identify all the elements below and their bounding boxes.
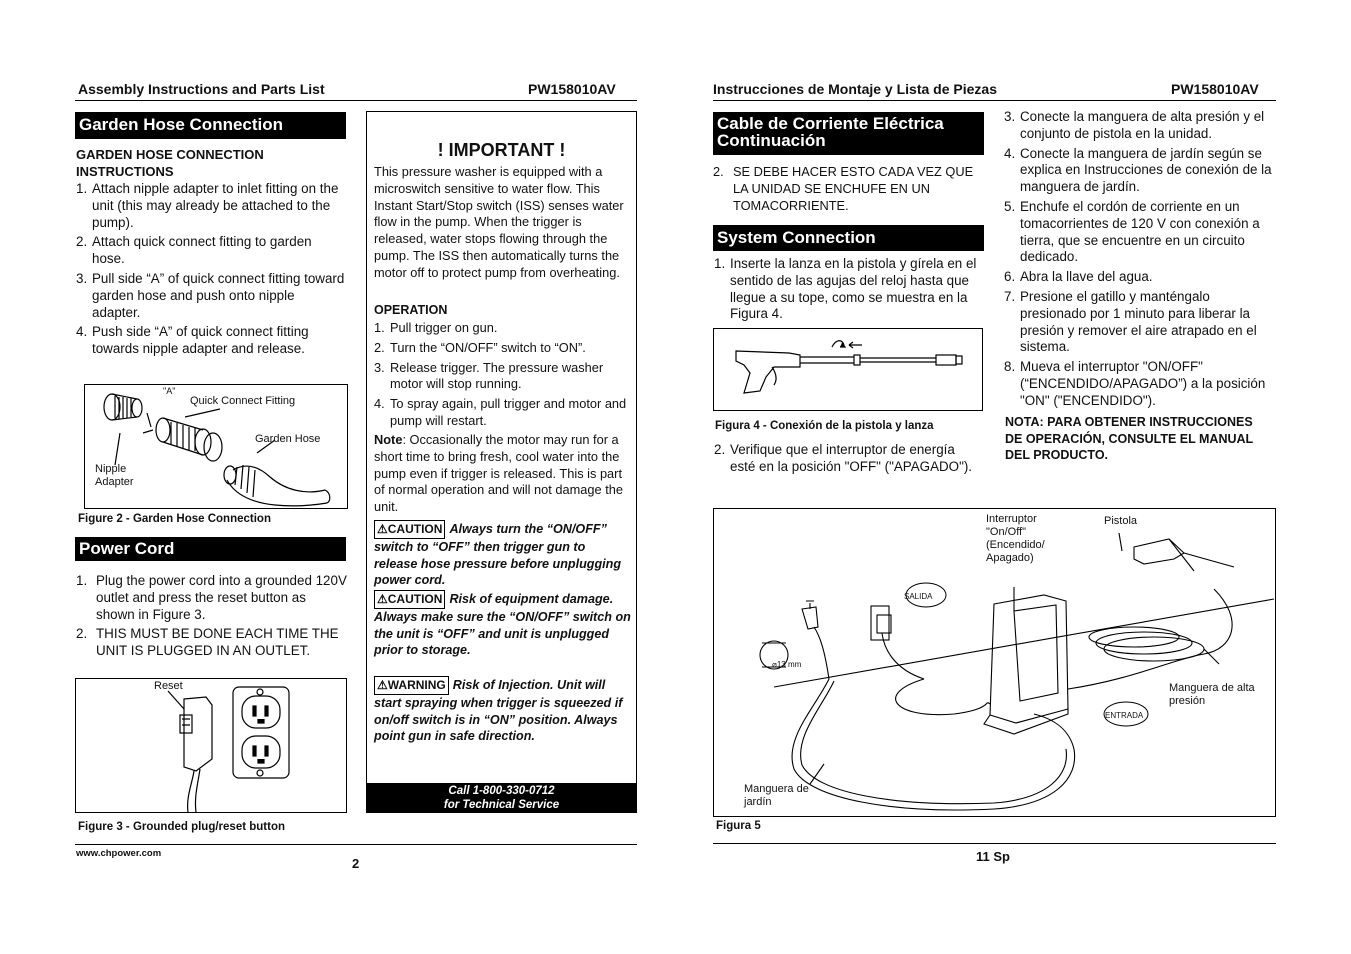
left-header-rule (75, 100, 637, 101)
power-cord-step (76, 573, 348, 623)
figure-4-caption: Figura 4 - Conexión de la pistola y lanza (715, 420, 934, 432)
important-title: ! IMPORTANT ! (437, 140, 566, 160)
step-text: Attach nipple adapter to inlet fitting on the unit (this may already be attached to the pump). (92, 181, 339, 230)
step-text: Verifique que el interruptor de energía esté en la posición "OFF" ("APAGADO"). (730, 442, 973, 474)
warning-badge: ⚠WARNING (374, 676, 449, 695)
tech-service-banner (367, 783, 636, 813)
step-text: Plug the power cord into a grounded 120V outlet and press the reset button as shown in Figure 3. (96, 573, 347, 622)
operation-title: OPERATION (374, 303, 448, 317)
step-number: 1. (374, 320, 385, 335)
garden-hose-steps (76, 181, 346, 361)
label-pistola: Pistola (1104, 515, 1138, 527)
step-number: 1. (76, 573, 88, 588)
garden-hose-subtitle: GARDEN HOSE CONNECTION INSTRUCTIONS (76, 147, 264, 179)
power-cord-bar: Power Cord (75, 537, 346, 561)
step-text: THIS MUST BE DONE EACH TIME THE UNIT IS PLUGGED IN AN OUTLET. (96, 626, 339, 659)
gun-lance-illustration (714, 329, 982, 410)
step-number: 1. (714, 256, 726, 271)
step-number: 2. (374, 339, 385, 355)
caution-badge-1: ⚠CAUTION (374, 520, 445, 539)
step-text: Enchufe el cordón de corriente en un tomacorrientes de 120 V con conexión a tierra, que se encuentre en un circuito dedicado. (1020, 198, 1260, 265)
step-number: 2. (713, 164, 724, 179)
step-text: Mueva el interruptor "ON/OFF" (“ENCENDIDO/APAGADO”) a la posición "ON" ("ENCENDIDO"). (1020, 359, 1266, 408)
system-steps (714, 256, 982, 326)
right-header-title: Instrucciones de Montaje y Lista de Piezas (713, 81, 997, 97)
right-step (1004, 289, 1278, 356)
important-box (366, 111, 637, 813)
figure-5-caption: Figura 5 (716, 820, 761, 832)
right-column-steps (1004, 109, 1278, 413)
step-number: 2. (76, 626, 88, 642)
caution-1: ⚠CAUTION Always turn the “ON/OFF” switch to “OFF” then trigger gun to release hose pressure before unplugging power cord. (374, 522, 622, 588)
step-number: 2. (76, 234, 88, 250)
operation-step (374, 320, 632, 337)
step-text: Inserte la lanza en la pistola y gírela en el sentido de las agujas del reloj hasta que llegue a su tope, como se muestra en la Figura 4. (730, 256, 977, 322)
figure-3-box (75, 678, 347, 813)
right-footer-rule (713, 843, 1276, 844)
figure-5-box (713, 508, 1276, 817)
system-steps-2 (714, 442, 976, 479)
step-text: Abra la llave del agua. (1020, 269, 1153, 285)
figure-3-caption: Figure 3 - Grounded plug/reset button (78, 821, 285, 833)
label-interruptor: Interruptor "On/Off" (Encendido/ Apagado) (986, 513, 1045, 564)
label-quick-connect: Quick Connect Fitting (190, 395, 296, 407)
step-number: 6. (1004, 269, 1016, 285)
left-header-title: Assembly Instructions and Parts List (78, 81, 325, 97)
step-number: 3. (76, 270, 88, 286)
label-manguera-alta: Manguera de alta presión (1169, 682, 1255, 707)
step-number: 4. (374, 396, 385, 412)
caution-badge-2: ⚠CAUTION (374, 590, 445, 609)
step-text: Conecte la manguera de alta presión y el conjunto de pistola en la unidad. (1020, 109, 1265, 141)
garden-hose-step (76, 271, 346, 321)
system-step (714, 256, 982, 323)
cable-step (713, 164, 981, 214)
power-cord-steps (76, 573, 348, 663)
step-text: Release trigger. The pressure washer motor will stop running. (390, 359, 604, 392)
operation-steps (374, 320, 632, 433)
step-number: 7. (1004, 288, 1016, 304)
label-side-a: "A" (163, 386, 176, 396)
step-text: Turn the “ON/OFF” switch to “ON”. (390, 339, 586, 355)
right-page-number: 11 Sp (976, 849, 1010, 864)
operation-step (374, 360, 632, 394)
right-header-model: PW158010AV (1171, 81, 1259, 97)
step-text: Pull trigger on gun. (390, 320, 498, 335)
outlet-plug-illustration (76, 679, 346, 812)
step-text: Attach quick connect fitting to garden hose. (92, 234, 312, 267)
system-step (714, 442, 976, 476)
step-text: SE DEBE HACER ESTO CADA VEZ QUE LA UNIDAD SE ENCHUFE EN UN TOMACORRIENTE. (733, 164, 974, 213)
right-step (1004, 269, 1278, 286)
label-reset: Reset (154, 680, 183, 692)
power-cord-step (76, 626, 348, 660)
caution-2: ⚠CAUTION Risk of equipment damage. Always make sure the “ON/OFF” switch on the unit is “OFF” and unit is unplugged prior to storage. (374, 592, 631, 658)
label-entrada: ENTRADA (1105, 711, 1144, 720)
label-salida: SALIDA (904, 592, 933, 601)
right-step (1004, 359, 1278, 409)
garden-hose-step (76, 324, 346, 358)
figure-4-box (713, 328, 983, 411)
figure-2-box (84, 384, 348, 509)
operation-step (374, 396, 632, 430)
label-nipple-adapter: Nipple Adapter (95, 463, 134, 488)
call-service: for Technical Service (443, 799, 560, 811)
step-number: 4. (76, 324, 88, 340)
note-text: : Occasionally the motor may run for a short time to bring fresh, cool water into the pump even if trigger is released. This is part of normal operation and will not damage the unit. (374, 432, 623, 515)
right-header-rule (713, 100, 1276, 101)
call-phone: Call 1-800-330-0712 (448, 785, 555, 797)
label-garden-hose: Garden Hose (255, 433, 321, 445)
step-number: 8. (1004, 359, 1016, 375)
left-footer-rule (75, 844, 637, 845)
cable-steps (713, 164, 981, 217)
right-step (1004, 109, 1278, 143)
step-number: 4. (1004, 145, 1016, 161)
footer-url: www.chpower.com (76, 848, 162, 859)
step-number: 2. (714, 442, 726, 457)
step-text: Push side “A” of quick connect fitting towards nipple adapter and release. (92, 324, 309, 357)
important-body: This pressure washer is equipped with a microswitch sensitive to water flow. This Instant Start/Stop switch (ISS) senses water flow in the pump. When the trigger is released, water stops flowing through the pump. The ISS then automatically turns the motor off to protect pump from overheating. (374, 164, 624, 280)
garden-hose-step (76, 181, 346, 231)
cable-bar: Cable de Corriente Eléctrica Continuación (713, 112, 984, 155)
system-connection-bar: System Connection (713, 225, 984, 251)
label-diameter: ⌀13 mm (772, 660, 802, 669)
important-note (374, 432, 632, 516)
garden-hose-step (76, 234, 346, 268)
warning-injection: ⚠WARNING Risk of Injection. Unit will start spraying when trigger is squeezed if on/off switch is in “ON” position. Always point gun in safe direction. (374, 678, 623, 744)
step-text: Pull side “A” of quick connect fitting toward garden hose and push onto nipple adapter. (92, 270, 345, 320)
figure-2-caption: Figure 2 - Garden Hose Connection (78, 513, 271, 525)
note-label: Note (374, 432, 403, 447)
step-text: Conecte la manguera de jardín según se explica en Instrucciones de conexión de la manguera de jardín. (1020, 145, 1272, 195)
nota-text: NOTA: PARA OBTENER INSTRUCCIONES DE OPERACIÓN, CONSULTE EL MANUAL DEL PRODUCTO. (1005, 415, 1253, 462)
step-number: 3. (374, 359, 385, 375)
operation-step (374, 340, 632, 357)
label-manguera-jardin: Manguera de jardín (744, 783, 809, 808)
step-number: 5. (1004, 198, 1016, 214)
right-step (1004, 146, 1278, 196)
step-number: 3. (1004, 109, 1016, 124)
step-number: 1. (76, 181, 88, 196)
right-step (1004, 199, 1278, 266)
garden-hose-bar: Garden Hose Connection (75, 112, 346, 139)
left-header-model: PW158010AV (528, 81, 616, 97)
step-text: Presione el gatillo y manténgalo presionado por 1 minuto para liberar la presión y remover el aire atrapado en el sistema. (1020, 288, 1257, 355)
left-page-number: 2 (352, 856, 360, 871)
step-text: To spray again, pull trigger and motor and pump will restart. (390, 396, 627, 428)
